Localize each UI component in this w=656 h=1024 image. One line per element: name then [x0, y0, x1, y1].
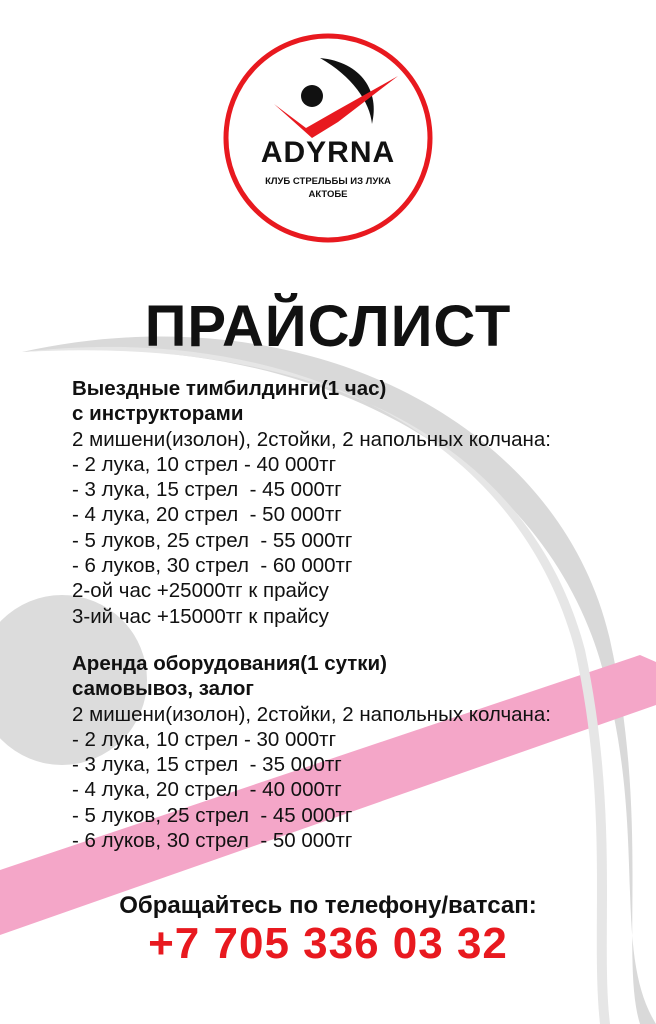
price-item: - 5 луков, 25 стрел - 55 000тг — [72, 528, 353, 552]
rental-equipment: 2 мишени(изолон), 2стойки, 2 напольных колчана: — [72, 702, 551, 726]
teambuilding-subheading: с инструкторами — [72, 402, 244, 426]
price-item: - 3 лука, 15 стрел - 45 000тг — [72, 478, 342, 502]
archer-head-shape — [301, 85, 323, 107]
price-item: - 5 луков, 25 стрел - 45 000тг — [72, 803, 353, 827]
price-item: - 4 лука, 20 стрел - 40 000тг — [72, 778, 342, 802]
rental-heading: Аренда оборудования(1 сутки) — [72, 652, 387, 675]
rental-subheading: самовывоз, залог — [72, 677, 254, 701]
teambuilding-section — [72, 376, 642, 629]
price-item: - 6 луков, 30 стрел - 60 000тг — [72, 554, 353, 578]
club-logo — [222, 32, 434, 244]
price-item: - 2 лука, 10 стрел - 30 000тг — [72, 727, 337, 751]
teambuilding-heading: Выездные тимбилдинги(1 час) — [72, 377, 387, 400]
price-item: - 4 лука, 20 стрел - 50 000тг — [72, 503, 342, 527]
contact-label: Обращайтесь по телефону/ватсап: — [119, 892, 537, 919]
logo-subtitle-line2: АКТОБЕ — [308, 189, 348, 200]
extra-hour-2: 2-ой час +25000тг к прайсу — [72, 579, 329, 603]
price-item: - 2 лука, 10 стрел - 40 000тг — [72, 452, 337, 476]
phone-number[interactable]: +7 705 336 03 32 — [148, 919, 508, 968]
extra-hour-3: 3-ий час +15000тг к прайсу — [72, 604, 329, 628]
price-item: - 6 луков, 30 стрел - 50 000тг — [72, 829, 353, 853]
price-item: - 3 лука, 15 стрел - 35 000тг — [72, 753, 342, 777]
logo-subtitle-line1: КЛУБ СТРЕЛЬБЫ ИЗ ЛУКА — [265, 176, 391, 187]
logo-brand-text: ADYRNA — [260, 136, 396, 169]
page-title: ПРАЙСЛИСТ — [144, 294, 512, 359]
rental-section — [72, 651, 642, 853]
teambuilding-equipment: 2 мишени(изолон), 2стойки, 2 напольных колчана: — [72, 427, 551, 451]
